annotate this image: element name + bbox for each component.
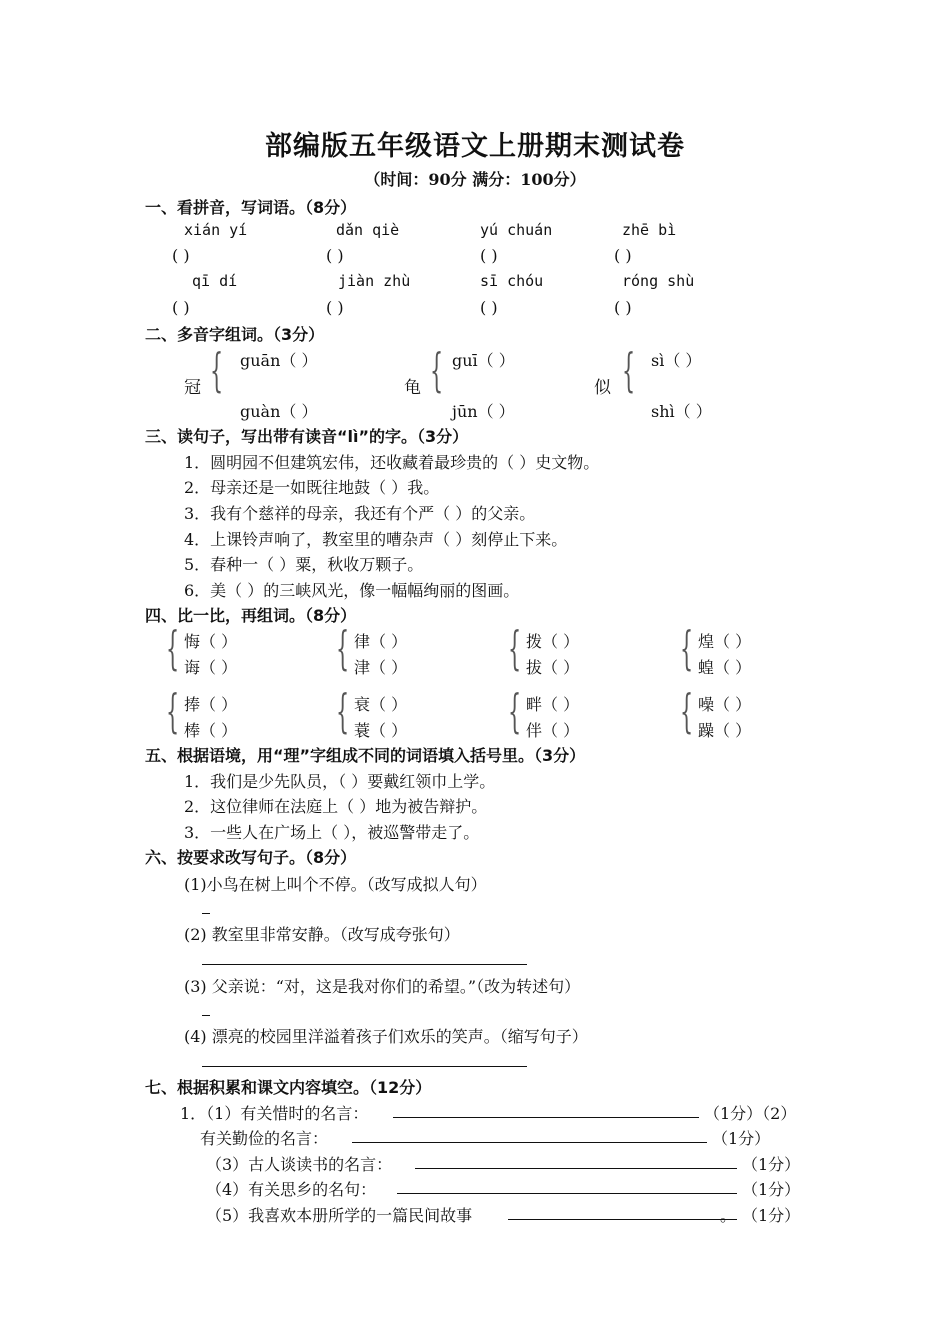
brace-icon: { (166, 684, 180, 738)
answer-blank[interactable]: ( ) (172, 246, 190, 265)
answer-blank[interactable]: ( ) (172, 298, 190, 317)
compare-word[interactable]: 畔（ ） (526, 695, 580, 714)
brace-icon: { (336, 684, 350, 738)
sentence-item[interactable]: 1．圆明园不但建筑宏伟，还收藏着最珍贵的（ ）史文物。 (184, 453, 600, 472)
brace-icon: { (210, 343, 224, 397)
polyphone-reading[interactable]: sì（ ） (651, 351, 702, 370)
polyphone-reading[interactable]: guàn（ ） (240, 402, 318, 421)
sentence-item[interactable]: 6．美（ ）的三峡风光，像一幅幅绚丽的图画。 (184, 581, 520, 600)
answer-line[interactable] (202, 964, 527, 965)
sentence-item[interactable]: 3．我有个慈祥的母亲，我还有个严（ ）的父亲。 (184, 504, 536, 523)
answer-blank[interactable]: ( ) (326, 246, 344, 265)
section-2-heading: 二、多音字组词。（3分） (145, 325, 325, 344)
answer-blank[interactable]: ( ) (614, 298, 632, 317)
answer-blank[interactable]: ( ) (480, 298, 498, 317)
score-label: （1分）（2） (704, 1104, 797, 1123)
compare-word[interactable]: 悔（ ） (184, 632, 238, 651)
rewrite-item: (3) 父亲说：“对，这是我对你们的希望。”（改为转述句） (184, 977, 581, 996)
polyphone-char: 冠 (184, 378, 201, 398)
polyphone-reading[interactable]: guī（ ） (452, 351, 515, 370)
compare-word[interactable]: 律（ ） (354, 632, 408, 651)
polyphone-char: 似 (594, 378, 611, 398)
compare-word[interactable]: 煌（ ） (698, 632, 752, 651)
score-label: （1分） (742, 1155, 801, 1174)
pinyin: róng shù (622, 272, 695, 290)
compare-word[interactable]: 捧（ ） (184, 695, 238, 714)
compare-word[interactable]: 蓑（ ） (354, 721, 408, 740)
sentence-item[interactable]: 2．这位律师在法庭上（ ）地为被告辩护。 (184, 797, 488, 816)
pinyin: zhē bì (622, 221, 677, 239)
rewrite-item: (4) 漂亮的校园里洋溢着孩子们欢乐的笑声。（缩写句子） (184, 1027, 588, 1046)
compare-word[interactable]: 躁（ ） (698, 721, 752, 740)
compare-word[interactable]: 津（ ） (354, 658, 408, 677)
brace-icon: { (166, 621, 180, 675)
fill-label: 有关勤俭的名言： (200, 1129, 329, 1148)
answer-line[interactable] (202, 913, 210, 914)
page-title: 部编版五年级语文上册期末测试卷 (265, 131, 685, 162)
section-4-heading: 四、比一比，再组词。（8分） (145, 606, 357, 625)
fill-label: （4）有关思乡的名句： (206, 1180, 377, 1199)
brace-icon: { (622, 343, 636, 397)
exam-info: （时间：90分 满分：100分） (364, 170, 586, 189)
brace-icon: { (336, 621, 350, 675)
pinyin: yú chuán (480, 221, 553, 239)
fill-period: 。 (720, 1206, 737, 1225)
section-1-heading: 一、看拼音，写词语。（8分） (145, 198, 357, 217)
polyphone-char: 龟 (404, 378, 421, 398)
pinyin: qī dí (192, 272, 238, 290)
answer-line[interactable] (415, 1168, 737, 1169)
rewrite-item: (1)小鸟在树上叫个不停。（改写成拟人句） (184, 875, 487, 894)
polyphone-reading[interactable]: shì（ ） (651, 402, 712, 421)
pinyin: sī chóu (480, 272, 544, 290)
answer-blank[interactable]: ( ) (326, 298, 344, 317)
answer-blank[interactable]: ( ) (614, 246, 632, 265)
section-7-heading: 七、根据积累和课文内容填空。（12分） (145, 1078, 432, 1097)
brace-icon: { (680, 621, 694, 675)
pinyin: xián yí (184, 221, 248, 239)
pinyin: jiàn zhù (338, 272, 411, 290)
polyphone-reading[interactable]: jūn（ ） (452, 402, 515, 421)
answer-line[interactable] (397, 1193, 737, 1194)
brace-icon: { (508, 621, 522, 675)
answer-line[interactable] (393, 1117, 699, 1118)
answer-line[interactable] (508, 1219, 737, 1220)
score-label: （1分） (742, 1206, 801, 1225)
rewrite-item: (2) 教室里非常安静。（改写成夸张句） (184, 925, 460, 944)
sentence-item[interactable]: 1．我们是少先队员，（ ）要戴红领巾上学。 (184, 772, 496, 791)
answer-line[interactable] (202, 1015, 210, 1016)
fill-label: （5）我喜欢本册所学的一篇民间故事 (206, 1206, 473, 1225)
answer-line[interactable] (202, 1066, 527, 1067)
compare-word[interactable]: 诲（ ） (184, 658, 238, 677)
brace-icon: { (430, 343, 444, 397)
sentence-item[interactable]: 4．上课铃声响了，教室里的嘈杂声（ ）刻停止下来。 (184, 530, 568, 549)
compare-word[interactable]: 伴（ ） (526, 721, 580, 740)
section-3-heading: 三、读句子，写出带有读音“lì”的字。（3分） (145, 427, 469, 446)
sentence-item[interactable]: 2．母亲还是一如既往地鼓（ ）我。 (184, 478, 440, 497)
compare-word[interactable]: 棒（ ） (184, 721, 238, 740)
score-label: （1分） (712, 1129, 771, 1148)
polyphone-reading[interactable]: guān（ ） (240, 351, 318, 370)
sentence-item[interactable]: 5．春种一（ ）粟，秋收万颗子。 (184, 555, 424, 574)
compare-word[interactable]: 拨（ ） (526, 632, 580, 651)
sentence-item[interactable]: 3．一些人在广场上（ ），被巡警带走了。 (184, 823, 480, 842)
fill-label: （3）古人谈读书的名言： (206, 1155, 393, 1174)
pinyin: dǎn qiè (336, 221, 400, 239)
answer-blank[interactable]: ( ) (480, 246, 498, 265)
compare-word[interactable]: 噪（ ） (698, 695, 752, 714)
section-5-heading: 五、根据语境，用“理”字组成不同的词语填入括号里。（3分） (145, 746, 586, 765)
score-label: （1分） (742, 1180, 801, 1199)
fill-label: 1．（1）有关惜时的名言： (180, 1104, 369, 1123)
compare-word[interactable]: 蝗（ ） (698, 658, 752, 677)
answer-line[interactable] (352, 1142, 707, 1143)
brace-icon: { (508, 684, 522, 738)
compare-word[interactable]: 衰（ ） (354, 695, 408, 714)
section-6-heading: 六、按要求改写句子。（8分） (145, 848, 357, 867)
brace-icon: { (680, 684, 694, 738)
compare-word[interactable]: 拔（ ） (526, 658, 580, 677)
